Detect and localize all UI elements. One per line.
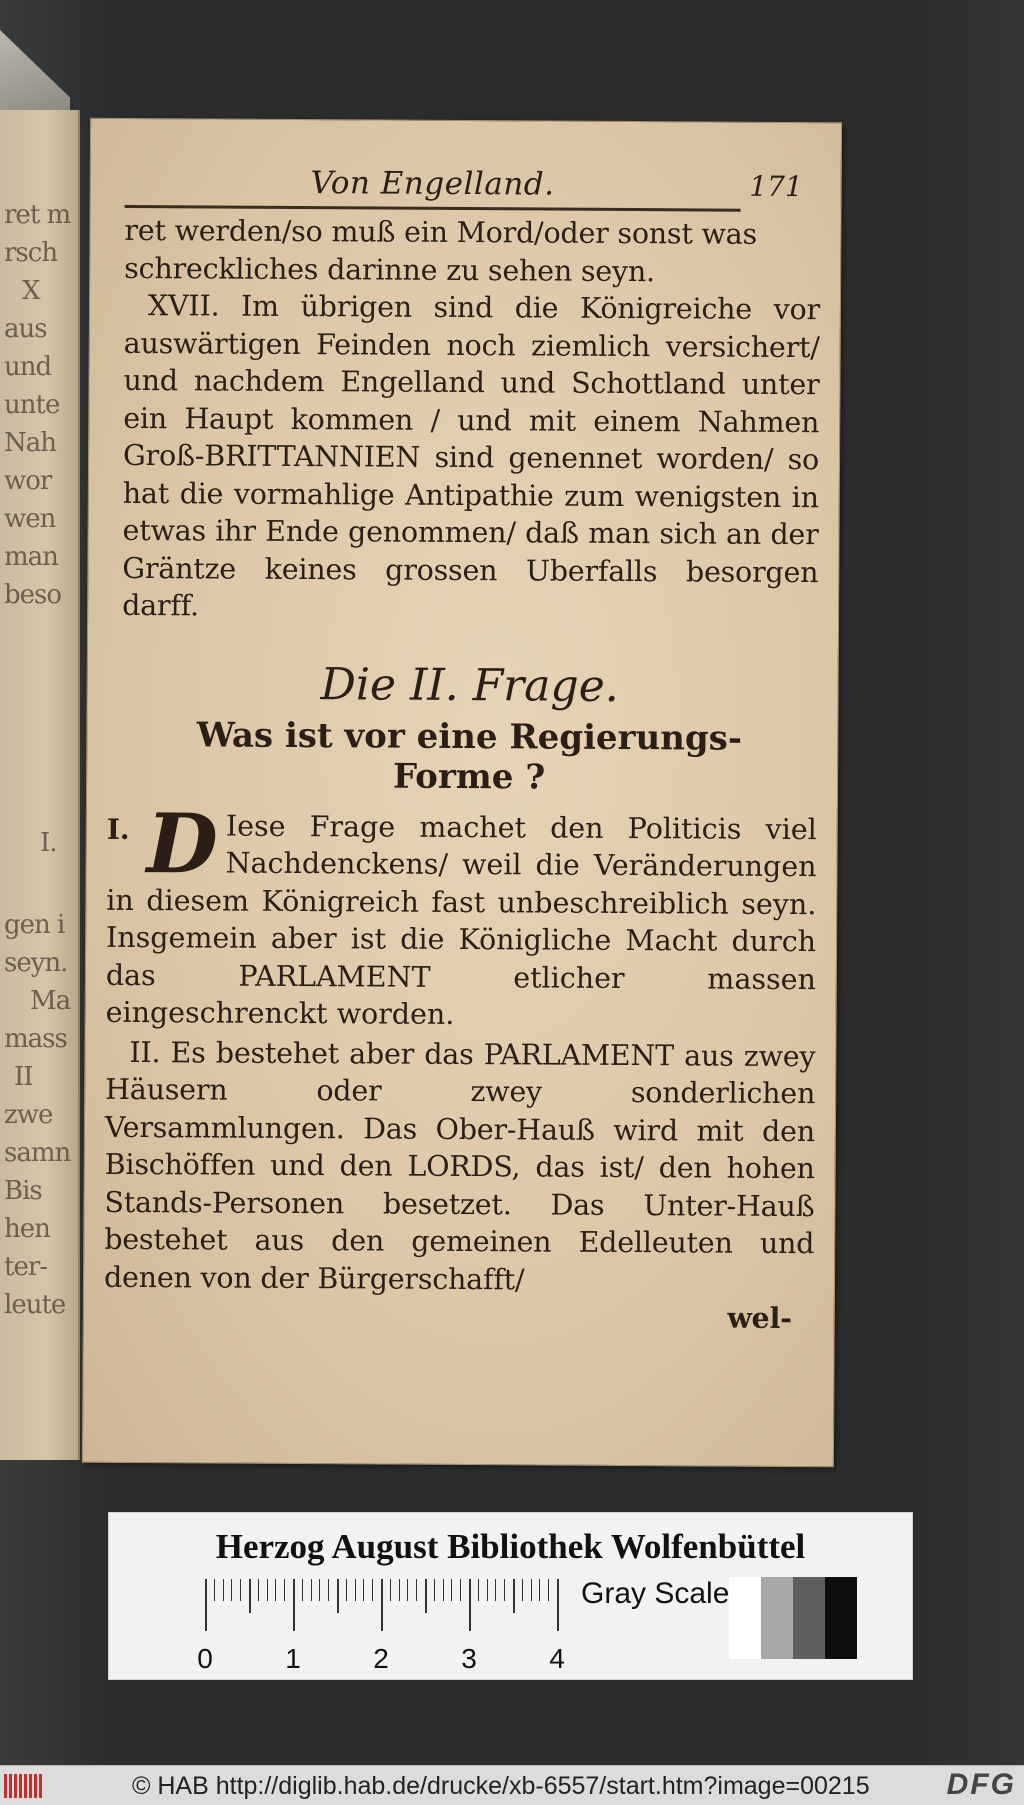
ruler-tick: [504, 1579, 505, 1601]
facing-page-fragment: Ma: [30, 986, 71, 1016]
ruler-tick: [328, 1579, 329, 1601]
facing-page-fragment: beso: [4, 580, 62, 610]
continuation-line: ret werden/so muß ein Mord/oder sonst was: [124, 213, 758, 251]
ruler-tick: [311, 1579, 312, 1601]
facing-page-fragment: I.: [40, 828, 57, 858]
chapter-heading: Die II. Frage.: [320, 658, 619, 712]
ruler-tick: [548, 1579, 549, 1601]
color-reference-card: [108, 1512, 913, 1680]
ruler-tick: [355, 1579, 356, 1601]
ruler-tick: [240, 1579, 241, 1601]
ruler-tick: [513, 1579, 515, 1613]
gray-swatch-dark: [793, 1577, 825, 1659]
ruler-tick: [469, 1579, 471, 1631]
running-head: [125, 164, 803, 212]
facing-page-fragment: Bis: [4, 1176, 42, 1206]
gray-scale-swatches: [729, 1577, 857, 1659]
page-number: 171: [749, 169, 803, 204]
facing-page-fragment: und: [4, 352, 52, 382]
page-text-area: [104, 164, 821, 1338]
paragraph-i: [105, 795, 817, 1035]
ruler-tick: [223, 1579, 224, 1601]
facing-page-edge: [0, 110, 80, 1460]
ruler-tick: [205, 1579, 207, 1631]
source-credit[interactable]: © HAB http://diglib.hab.de/drucke/xb-6557/start.htm?image=00215: [132, 1772, 870, 1800]
drop-capital: D: [146, 795, 219, 893]
ruler-label: 4: [549, 1643, 565, 1674]
ruler-label: 0: [197, 1643, 213, 1674]
paragraph-ii: II. Es bestehet aber das PARLAMENT aus zwey Häusern oder zwey sonderlichen Versammlungen. Das Ober-Hauß wird mit den Bischöffen und den LORDS, das ist/ den hohen Stands-Personen besetzet. Das Unter-Hauß bestehet aus den gemeinen Edelleuten und denen von der Bürgerschafft/: [103, 1035, 816, 1296]
ruler-tick: [478, 1579, 479, 1601]
ruler-tick: [293, 1579, 295, 1631]
ruler-tick: [531, 1579, 532, 1601]
ruler-tick: [416, 1579, 417, 1601]
facing-page-fragment: gen i: [4, 910, 65, 940]
gray-swatch-white: [729, 1577, 761, 1659]
ruler-tick: [275, 1579, 276, 1601]
ruler-label: 2: [373, 1643, 389, 1674]
ruler-tick: [425, 1579, 427, 1613]
facing-page-fragment: Nah: [4, 428, 56, 458]
ruler-tick: [557, 1579, 559, 1631]
continuation-line: schreckliches darinne zu sehen seyn.: [124, 251, 656, 288]
hab-logo-icon: [4, 1774, 48, 1798]
facing-page-fragment: leute: [4, 1290, 66, 1320]
ruler-tick: [522, 1579, 523, 1601]
ruler-tick: [319, 1579, 320, 1601]
facing-page-fragment: mass: [4, 1024, 67, 1054]
ruler-tick: [495, 1579, 496, 1601]
ruler-tick: [390, 1579, 391, 1601]
ruler-tick: [451, 1579, 452, 1601]
ruler-tick: [337, 1579, 339, 1613]
ruler-tick: [231, 1579, 232, 1601]
ruler-tick: [407, 1579, 408, 1601]
ruler-label: 1: [285, 1643, 301, 1674]
catchword: wel-: [727, 1300, 792, 1336]
ruler-tick: [346, 1579, 347, 1601]
ruler-tick: [302, 1579, 303, 1601]
ruler-tick: [267, 1579, 268, 1601]
facing-page-fragment: rsch: [4, 238, 58, 268]
library-name: Herzog August Bibliothek Wolfenbüttel: [215, 1527, 806, 1566]
body-text-top: [108, 212, 821, 629]
ruler-tick: [399, 1579, 400, 1601]
chapter-subheading: Was ist vor eine Regierungs-Forme ?: [196, 714, 743, 798]
ruler-tick: [443, 1579, 444, 1601]
facing-page-fragment: zwe: [4, 1100, 53, 1130]
scale-ruler: [197, 1579, 565, 1674]
facing-page-fragment: II: [14, 1062, 33, 1092]
paragraph-i-text: Iese Frage machet den Politicis viel Nachdenckens/ weil die Veränderungen in diesem Königreich fast unbeschreiblich seyn. Insgemein aber ist die Königliche Macht durch das PARLAMENT etlicher massen eingeschrenckt worden.: [105, 809, 817, 1031]
running-title: Von Engelland.: [310, 165, 555, 203]
ruler-tick: [258, 1579, 259, 1601]
facing-page-fragment: aus: [4, 314, 47, 344]
gray-scale-label: Gray Scale: [581, 1577, 730, 1610]
ruler-tick: [487, 1579, 488, 1601]
dfg-logo: DFG: [946, 1768, 1016, 1801]
facing-page-fragment: wen: [4, 504, 56, 534]
paragraph-number: I.: [106, 812, 130, 846]
facing-page-fragment: unte: [4, 390, 60, 420]
facing-page-fragment: hen: [4, 1214, 50, 1244]
ruler-tick: [381, 1579, 383, 1631]
ruler-tick: [434, 1579, 435, 1601]
ruler-tick: [539, 1579, 540, 1601]
ruler-tick: [363, 1579, 364, 1601]
footer-bar: [0, 1765, 1024, 1805]
body-text-bottom: [104, 1033, 816, 1337]
facing-page-fragment: samn: [4, 1138, 71, 1168]
ruler-label: 3: [461, 1643, 477, 1674]
paragraph-xvii: XVII. Im übrigen sind die Königreiche vor auswärtigen Feinden noch ziemlich versichert/ und nachdem Engelland und Schottland unter ein Haupt kommen / und mit einem Nahmen Groß-BRITTANNIEN sind genennet worden/ so hat die vormahlige Antipathie zum wenigsten in etwas ihr Ende genommen/ daß man sich an der Gräntze keines grossen Uberfalls besorgen darff.: [122, 289, 821, 623]
ruler-tick: [249, 1579, 251, 1613]
gray-swatch-black: [825, 1577, 857, 1659]
ruler-tick: [284, 1579, 285, 1601]
facing-page-fold: [0, 30, 70, 120]
gray-swatch-light: [761, 1577, 793, 1659]
facing-page-fragment: man: [4, 542, 58, 572]
facing-page-fragment: ter-: [4, 1252, 48, 1282]
facing-page-fragment: ret m: [4, 200, 71, 230]
ruler-tick: [460, 1579, 461, 1601]
facing-page-fragment: seyn.: [4, 948, 68, 978]
ruler-tick: [214, 1579, 215, 1601]
facing-page-fragment: wor: [4, 466, 52, 496]
ruler-tick: [372, 1579, 373, 1601]
facing-page-fragment: X: [22, 276, 40, 306]
book-page: [82, 118, 842, 1468]
